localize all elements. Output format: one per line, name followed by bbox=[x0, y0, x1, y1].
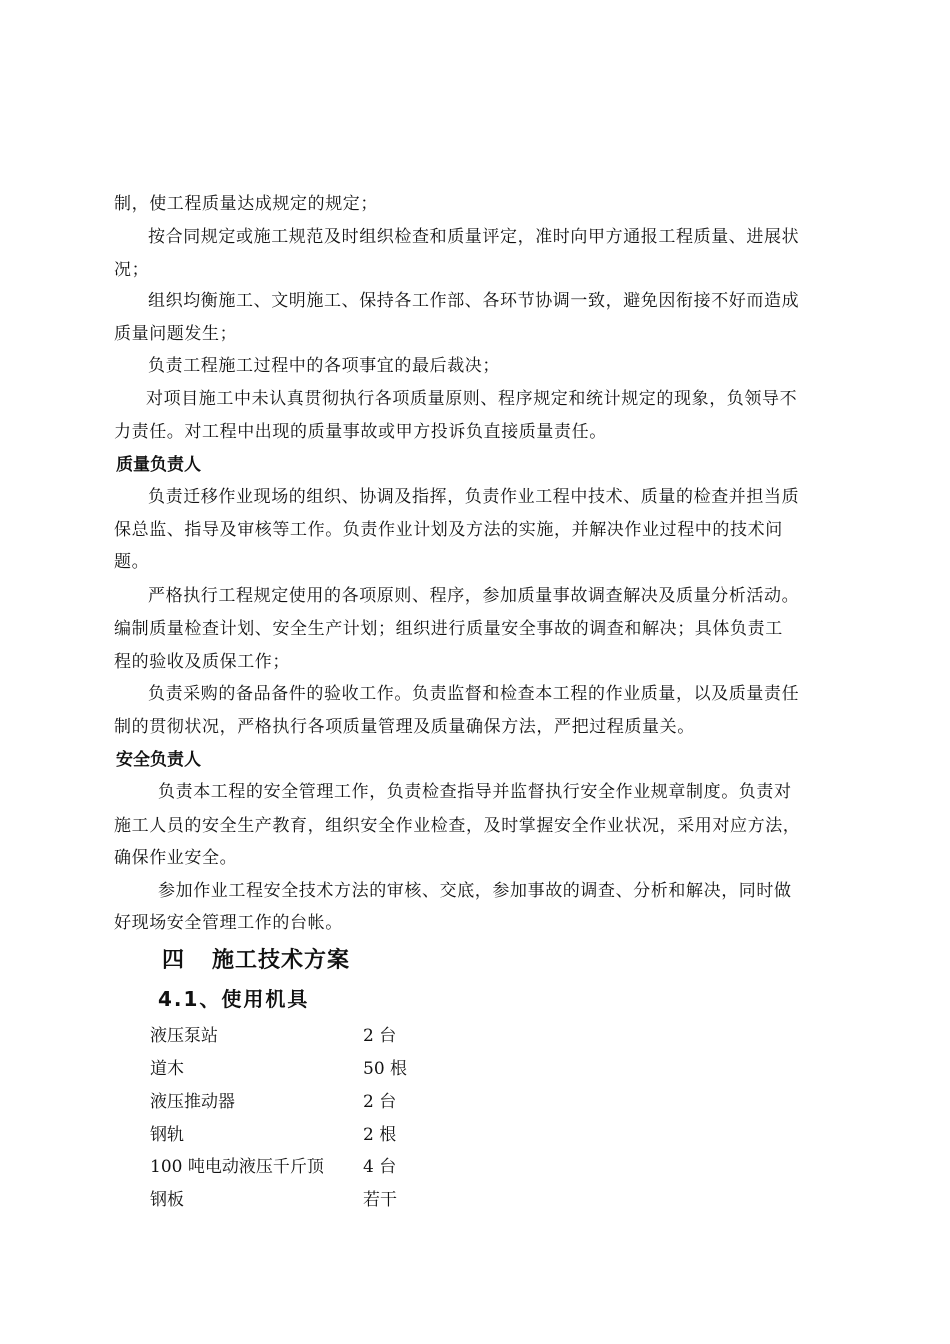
paragraph-line: 程的验收及质保工作； bbox=[114, 652, 290, 672]
equipment-row bbox=[150, 1122, 450, 1148]
paragraph-line: 按合同规定或施工规范及时组织检查和质量评定，准时向甲方通报工程质量、进展状 bbox=[148, 227, 800, 247]
equipment-qty: 2 根 bbox=[363, 1125, 397, 1145]
paragraph-line: 好现场安全管理工作的台帐。 bbox=[114, 913, 343, 933]
paragraph-line: 题。 bbox=[114, 552, 150, 572]
paragraph-line: 对项目施工中未认真贯彻执行各项质量原则、程序规定和统计规定的现象，负领导不 bbox=[146, 389, 798, 409]
equipment-name: 液压泵站 bbox=[150, 1026, 218, 1046]
equipment-row bbox=[150, 1154, 450, 1180]
paragraph-line: 负责采购的备品备件的验收工作。负责监督和检查本工程的作业质量，以及质量责任 bbox=[148, 684, 800, 704]
equipment-row bbox=[150, 1187, 450, 1213]
equipment-qty: 4 台 bbox=[363, 1157, 397, 1177]
section-title-text: 施工技术方案 bbox=[212, 948, 351, 973]
equipment-qty: 2 台 bbox=[363, 1026, 397, 1046]
paragraph-line: 负责工程施工过程中的各项事宜的最后裁决； bbox=[148, 356, 500, 376]
equipment-qty: 2 台 bbox=[363, 1092, 397, 1112]
paragraph-line: 制的贯彻状况，严格执行各项质量管理及质量确保方法，严把过程质量关。 bbox=[114, 717, 695, 737]
paragraph-line: 编制质量检查计划、安全生产计划；组织进行质量安全事故的调查和解决；具体负责工 bbox=[114, 619, 783, 639]
equipment-row bbox=[150, 1089, 450, 1115]
subsection-title: 4.1、使用机具 bbox=[158, 987, 310, 1011]
paragraph-line: 力责任。对工程中出现的质量事故或甲方投诉负直接质量责任。 bbox=[114, 422, 607, 442]
section-number: 四 bbox=[162, 948, 186, 973]
equipment-name: 钢轨 bbox=[150, 1125, 184, 1145]
section-title bbox=[162, 946, 350, 976]
paragraph-line: 参加作业工程安全技术方法的审核、交底，参加事故的调查、分析和解决，同时做 bbox=[158, 881, 792, 901]
quality-heading: 质量负责人 bbox=[116, 455, 201, 475]
equipment-name: 钢板 bbox=[150, 1190, 184, 1210]
paragraph-line: 制，使工程质量达成规定的规定； bbox=[114, 194, 378, 214]
equipment-row bbox=[150, 1023, 450, 1049]
equipment-qty: 若干 bbox=[363, 1190, 397, 1210]
equipment-name: 液压推动器 bbox=[150, 1092, 235, 1112]
equipment-qty: 50 根 bbox=[363, 1059, 408, 1079]
equipment-row bbox=[150, 1056, 450, 1082]
equipment-name: 100 吨电动液压千斤顶 bbox=[150, 1157, 324, 1177]
paragraph-line: 保总监、指导及审核等工作。负责作业计划及方法的实施，并解决作业过程中的技术问 bbox=[114, 520, 783, 540]
paragraph-line: 确保作业安全。 bbox=[114, 848, 238, 868]
paragraph-line: 负责迁移作业现场的组织、协调及指挥，负责作业工程中技术、质量的检查并担当质 bbox=[148, 487, 800, 507]
paragraph-line: 负责本工程的安全管理工作，负责检查指导并监督执行安全作业规章制度。负责对 bbox=[158, 782, 792, 802]
equipment-name: 道木 bbox=[150, 1059, 184, 1079]
paragraph-line: 质量问题发生； bbox=[114, 324, 238, 344]
paragraph-line: 组织均衡施工、文明施工、保持各工作部、各环节协调一致，避免因衔接不好而造成 bbox=[148, 291, 800, 311]
paragraph-line: 严格执行工程规定使用的各项原则、程序，参加质量事故调查解决及质量分析活动。 bbox=[148, 586, 800, 606]
paragraph-line: 施工人员的安全生产教育，组织安全作业检查，及时掌握安全作业状况，采用对应方法， bbox=[114, 816, 801, 836]
safety-heading: 安全负责人 bbox=[116, 750, 201, 770]
paragraph-line: 况； bbox=[114, 260, 150, 280]
